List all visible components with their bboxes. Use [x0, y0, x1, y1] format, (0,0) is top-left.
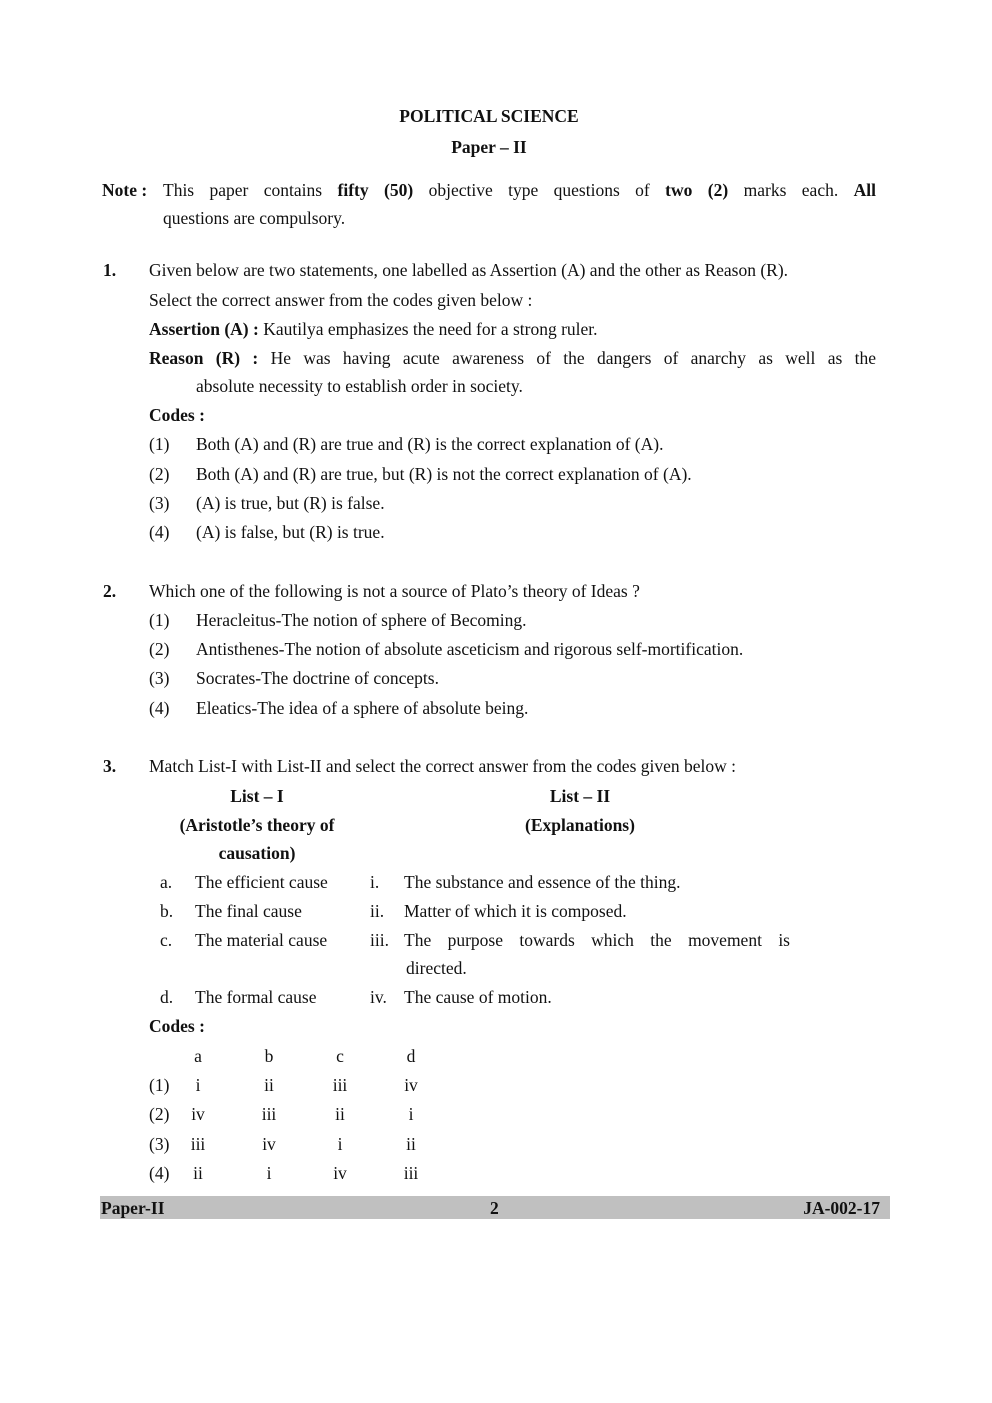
list2-key: ii. [370, 901, 385, 921]
list1-item: The material cause [195, 930, 328, 950]
list2-title: List – II [549, 786, 611, 806]
reason-text: He was having acute awareness of the dangers of anarchy as well as the [270, 348, 877, 368]
code-cell: ii [264, 1075, 274, 1095]
note-two: two (2) [665, 180, 729, 200]
note-all: All [853, 180, 876, 200]
page-footer [100, 1196, 890, 1219]
list1-key: b. [160, 901, 174, 921]
q1-text-2: Select the correct answer from the codes given below : [149, 290, 533, 310]
q3-text: Match List-I with List-II and select the correct answer from the codes given below : [149, 756, 737, 776]
q1-option: (A) is false, but (R) is true. [196, 522, 385, 542]
code-cell: ii [406, 1133, 416, 1154]
note-text: objective type questions of [428, 180, 650, 200]
note-line2: questions are compulsory. [163, 208, 346, 228]
list2-key: iv. [370, 987, 387, 1007]
code-header: c [336, 1046, 344, 1066]
code-cell: ii [193, 1162, 203, 1183]
list1-key: c. [160, 930, 173, 950]
q1-codes-label: Codes : [149, 405, 205, 425]
list2-item: The substance and essence of the thing. [404, 872, 681, 892]
code-header: d [406, 1046, 416, 1066]
q2-option-num: (4) [149, 698, 170, 718]
assertion-text: Kautilya emphasizes the need for a strong ruler. [263, 319, 598, 339]
reason-label: Reason (R) : [149, 348, 259, 368]
assertion-label: Assertion (A) : [149, 319, 259, 339]
code-cell: iv [404, 1075, 418, 1095]
list1-item: The formal cause [195, 987, 317, 1007]
page-number: 2 [490, 1198, 499, 1218]
code-header: a [194, 1046, 202, 1066]
note-label: Note : [102, 180, 148, 200]
list2-item: The purpose towards which the movement is [404, 930, 790, 950]
list1-key: a. [160, 872, 173, 892]
subject-title: POLITICAL SCIENCE [399, 106, 579, 126]
code-option-num: (2) [149, 1104, 170, 1125]
q2-option: Antisthenes-The notion of absolute asceticism and rigorous self-mortification. [196, 639, 744, 659]
q1-option-num: (3) [149, 493, 170, 513]
list2-subtitle: (Explanations) [525, 815, 635, 835]
q2-number: 2. [103, 581, 117, 601]
code-cell: iv [333, 1162, 347, 1183]
q3-number: 3. [103, 756, 117, 776]
code-cell: iii [190, 1133, 206, 1154]
q2-text: Which one of the following is not a source of Plato’s theory of Ideas ? [149, 581, 640, 601]
q1-reason-2: absolute necessity to establish order in society. [196, 376, 523, 396]
q2-option: Heracleitus-The notion of sphere of Becoming. [196, 610, 527, 630]
footer-paper: Paper-II [101, 1198, 165, 1218]
list2-item-cont: directed. [406, 958, 467, 978]
note-text: This paper contains [163, 180, 323, 200]
code-cell: i [408, 1104, 414, 1125]
list1-title: List – I [230, 786, 284, 806]
list2-key: iii. [370, 930, 389, 950]
code-header: b [264, 1046, 274, 1066]
code-option-num: (1) [149, 1075, 170, 1095]
code-cell: iii [261, 1104, 277, 1125]
code-cell: iii [332, 1075, 348, 1095]
q1-option-num: (4) [149, 522, 170, 542]
code-cell: iv [262, 1133, 276, 1154]
note-line1 [163, 179, 876, 201]
note-text: marks each. [743, 180, 839, 200]
list1-item: The final cause [195, 901, 302, 921]
list2-item: Matter of which it is composed. [404, 901, 627, 921]
q1-option-num: (1) [149, 434, 170, 454]
code-cell: iv [191, 1104, 205, 1125]
code-option-num: (4) [149, 1162, 170, 1183]
q2-option-num: (1) [149, 610, 170, 630]
list1-key: d. [160, 987, 174, 1007]
q3-codes-label: Codes : [149, 1016, 205, 1036]
q1-reason [149, 347, 876, 369]
q1-option-num: (2) [149, 464, 170, 484]
list1-subtitle-2: causation) [218, 843, 296, 863]
q1-number: 1. [103, 260, 117, 280]
code-cell: i [266, 1162, 272, 1183]
q2-option: Socrates-The doctrine of concepts. [196, 668, 439, 688]
q1-assertion [149, 318, 598, 340]
list2-item: The cause of motion. [404, 987, 552, 1007]
code-cell: ii [335, 1104, 345, 1125]
code-cell: i [337, 1133, 343, 1154]
q2-option-num: (3) [149, 668, 170, 688]
list1-subtitle: (Aristotle’s theory of [179, 815, 335, 835]
q2-option-num: (2) [149, 639, 170, 659]
code-cell: i [195, 1075, 201, 1095]
code-cell: iii [403, 1162, 419, 1183]
paper-title: Paper – II [451, 137, 527, 157]
q1-option: (A) is true, but (R) is false. [196, 493, 385, 513]
code-option-num: (3) [149, 1133, 170, 1154]
list2-key: i. [370, 872, 380, 892]
q2-option: Eleatics-The idea of a sphere of absolute being. [196, 698, 529, 718]
paper-code: JA-002-17 [803, 1198, 880, 1218]
list1-item: The efficient cause [195, 872, 328, 892]
q1-option: Both (A) and (R) are true, but (R) is not the correct explanation of (A). [196, 464, 692, 484]
q1-text: Given below are two statements, one labelled as Assertion (A) and the other as Reason (R). [149, 260, 789, 280]
note-fifty: fifty (50) [337, 180, 414, 200]
q1-option: Both (A) and (R) are true and (R) is the correct explanation of (A). [196, 434, 664, 454]
